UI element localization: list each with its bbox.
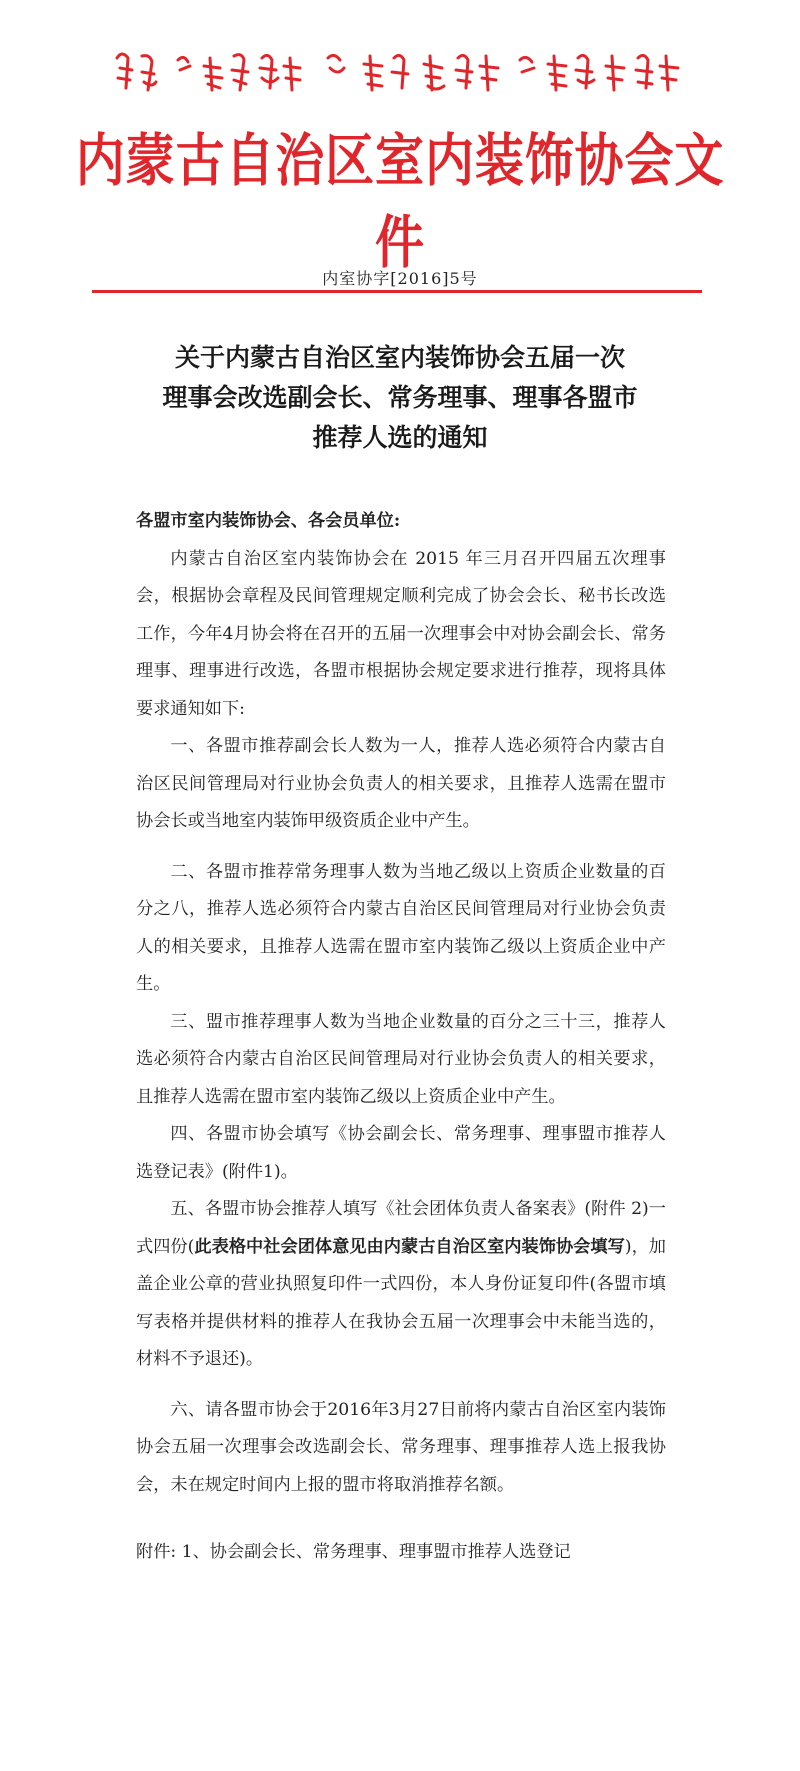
document-header-title: 内蒙古自治区室内装饰协会文件 xyxy=(75,128,725,276)
mongolian-script-line xyxy=(112,48,682,96)
notice-title-line: 理事会改选副会长、常务理事、理事各盟市 xyxy=(162,383,638,412)
item-6-paragraph: 六、请各盟市协会于2016年3月27日前将内蒙古自治区室内装饰协会五届一次理事会改选副会长、常务理事、理事推荐人选上报我协会，未在规定时间内上报的盟市将取消推荐名额。 xyxy=(136,1399,666,1495)
annex-line: 附件: 1、协会副会长、常务理事、理事盟市推荐人选登记 xyxy=(136,1542,571,1562)
item-5-paragraph xyxy=(136,1191,666,1379)
item-5-bold-text: 此表格中社会团体意见由内蒙古自治区室内装饰协会填写 xyxy=(194,1236,625,1257)
intro-paragraph: 内蒙古自治区室内装饰协会在 2015 年三月召开四届五次理事会，根据协会章程及民间管理规定顺利完成了协会会长、秘书长改选工作，今年4月协会将在召开的五届一次理事会中对协会副会长、常务理事、理事进行改选，各盟市根据协会规定要求进行推荐，现将具体要求通知如下: xyxy=(136,548,666,719)
item-5-text-b: )，加盖企业公章的营业执照复印件一式四份，本人身份证复印件(各盟市填写表格并提供材料的推荐人在我协会五届一次理事会中未能当选的，材料不予退还)。 xyxy=(136,1236,666,1369)
document-number: 内室协字[2016]5号 xyxy=(322,269,478,288)
notice-body xyxy=(136,503,666,1572)
notice-title-line: 推荐人选的通知 xyxy=(312,423,488,452)
red-divider-line xyxy=(92,290,702,293)
notice-title-line: 关于内蒙古自治区室内装饰协会五届一次 xyxy=(174,343,625,372)
salutation: 各盟市室内装饰协会、各会员单位: xyxy=(136,511,401,531)
item-1-paragraph: 一、各盟市推荐副会长人数为一人，推荐人选必须符合内蒙古自治区民间管理局对行业协会负责人的相关要求，且推荐人选需在盟市协会长或当地室内装饰甲级资质企业中产生。 xyxy=(136,736,666,831)
mongolian-script-glyphs xyxy=(112,48,682,96)
item-5-text-a: 五、各盟市协会推荐人填写《社会团体负责人备案表》(附件 2)一式四份( xyxy=(136,1199,666,1257)
item-2-paragraph: 二、各盟市推荐常务理事人数为当地乙级以上资质企业数量的百分之八，推荐人选必须符合内蒙古自治区民间管理局对行业协会负责人的相关要求，且推荐人选需在盟市室内装饰乙级以上资质企业中产生。 xyxy=(136,861,666,994)
item-4-paragraph: 四、各盟市协会填写《协会副会长、常务理事、理事盟市推荐人选登记表》(附件1)。 xyxy=(136,1124,666,1182)
item-3-paragraph: 三、盟市推荐理事人数为当地企业数量的百分之三十三，推荐人选必须符合内蒙古自治区民间管理局对行业协会负责人的相关要求，且推荐人选需在盟市室内装饰乙级以上资质企业中产生。 xyxy=(136,1011,666,1107)
notice-title xyxy=(0,338,800,458)
